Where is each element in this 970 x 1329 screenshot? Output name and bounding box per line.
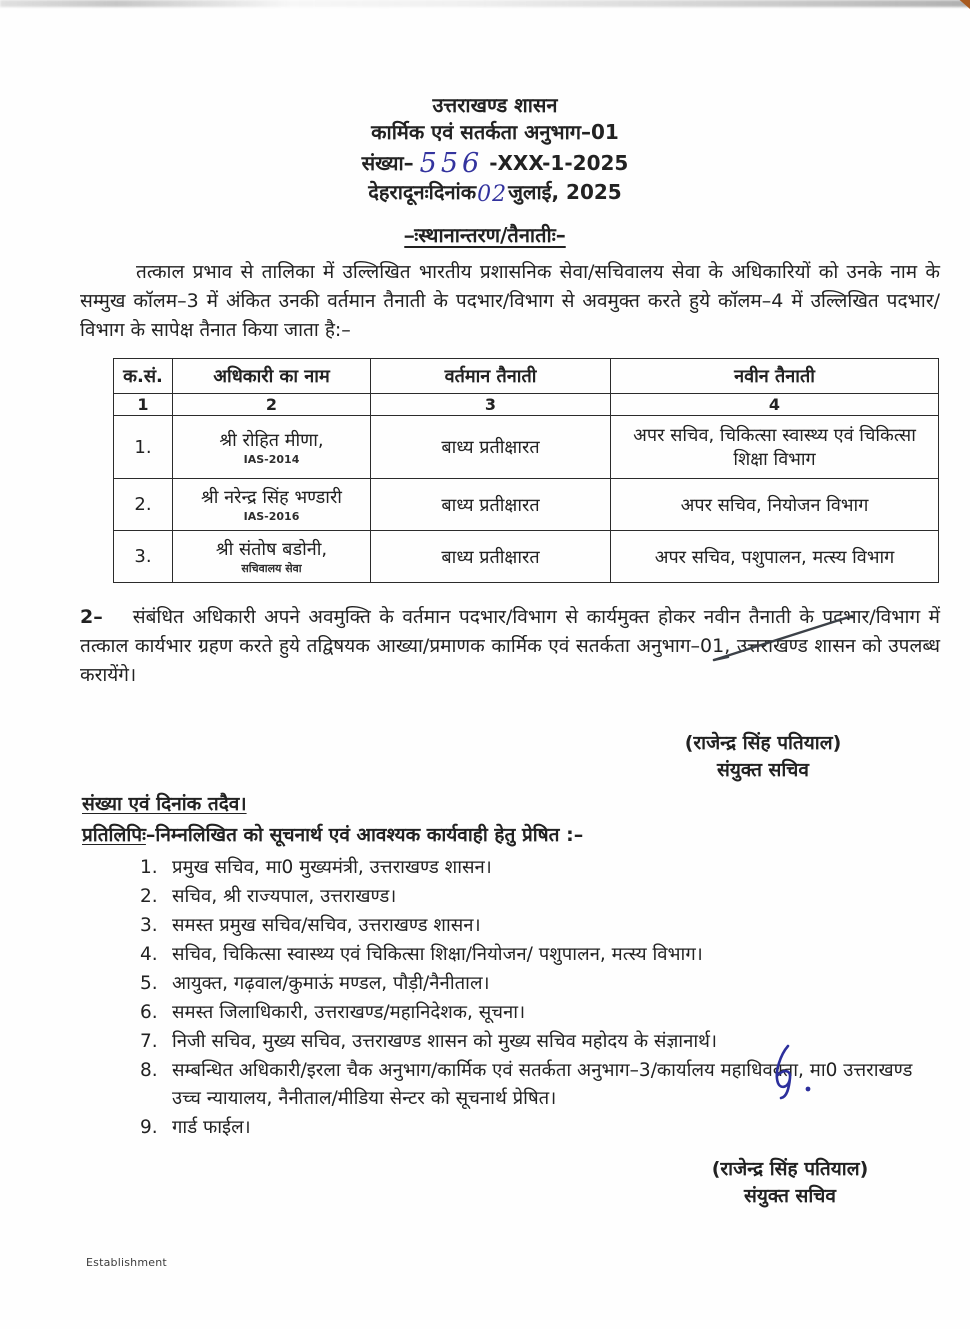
para-2-text: संबंधित अधिकारी अपने अवमुक्ति के वर्तमान पदभार/विभाग से कार्यमुक्त होकर नवीन तैनाती के पदभार/विभाग में तत्काल कार्यभार ग्रहण करते हुये तद्विषयक आख्या/प्रमाणक कार्मिक एवं सतर्कता अनुभाग–01, उत्तराखण्ड शासन को उपलब्ध करायेंगे। bbox=[80, 606, 940, 686]
col-number: 1 bbox=[114, 394, 173, 416]
signatory-name: (राजेन्द्र सिंह पतियाल) bbox=[684, 732, 842, 754]
scan-edge-artifact bbox=[0, 0, 970, 7]
col-header-new-posting: नवीन तैनाती bbox=[611, 359, 939, 394]
signatory-name: (राजेन्द्र सिंह पतियाल) bbox=[711, 1158, 869, 1180]
col-number: 2 bbox=[173, 394, 371, 416]
officer-service-label: सचिवालय सेवा bbox=[241, 562, 302, 575]
ref-number-suffix: -XXX-1-2025 bbox=[489, 151, 629, 175]
cell-new-posting: अपर सचिव, नियोजन विभाग bbox=[611, 479, 939, 531]
ref-number-line bbox=[10, 146, 970, 179]
subject-title: –ःस्थानान्तरण/तैनातीः– bbox=[404, 223, 566, 247]
copy-list-item: 4. सचिव, चिकित्सा स्वास्थ्य एवं चिकित्सा शिक्षा/नियोजन/ पशुपालन, मत्स्य विभाग। bbox=[140, 944, 703, 965]
cell-new-posting: अपर सचिव, चिकित्सा स्वास्थ्य एवं चिकित्सा शिक्षा विभाग bbox=[611, 416, 939, 479]
cell-new-posting: अपर सचिव, पशुपालन, मत्स्य विभाग bbox=[611, 531, 939, 583]
copy-label: प्रतिलिपिः bbox=[82, 824, 146, 846]
date-handwritten: 02 bbox=[477, 182, 508, 207]
col-header-current-posting: वर्तमान तैनाती bbox=[371, 359, 611, 394]
officer-batch-label: IAS-2016 bbox=[243, 510, 300, 523]
table-row bbox=[114, 479, 939, 531]
officer-batch-label: IAS-2014 bbox=[243, 452, 300, 466]
col-header-sno: क.सं. bbox=[114, 359, 173, 394]
place-date-prefix: देहरादूनःदिनांक bbox=[368, 180, 477, 204]
dept-name: कार्मिक एवं सतर्कता अनुभाग–01 bbox=[371, 120, 619, 144]
transfer-table bbox=[113, 358, 939, 583]
cell-officer-name: श्री रोहित मीणा, IAS-2014 bbox=[173, 416, 371, 479]
signatory-title: संयुक्त सचिव bbox=[744, 1185, 836, 1207]
table-row bbox=[114, 531, 939, 583]
copy-label-rest: –निम्नलिखित को सूचनार्थ एवं आवश्यक कार्यवाही हेतु प्रेषित :– bbox=[145, 824, 584, 846]
cell-current-posting: बाध्य प्रतीक्षारत bbox=[371, 531, 611, 583]
ref-same-line: संख्या एवं दिनांक तदैव। bbox=[82, 793, 247, 815]
signature-block-2 bbox=[650, 1156, 930, 1210]
copy-list-item: 6. समस्त जिलाधिकारी, उत्तराखण्ड/महानिदेशक, सूचना। bbox=[140, 1002, 526, 1023]
copy-list-item: 8. सम्बन्धित अधिकारी/इरला चैक अनुभाग/कार्मिक एवं सतर्कता अनुभाग–3/कार्यालय महाधिवक्ता, मा0 उत्तराखण्ड उच्च न्यायालय, नैनीताल/मीडिया सेन्टर को सूचनार्थ प्रेषित। bbox=[140, 1060, 913, 1109]
cell-current-posting: बाध्य प्रतीक्षारत bbox=[371, 479, 611, 531]
para-2-number: 2– bbox=[80, 606, 103, 628]
cell-sno: 2. bbox=[114, 479, 173, 531]
cell-sno: 3. bbox=[114, 531, 173, 583]
ref-number-prefix: संख्या– bbox=[361, 151, 414, 175]
column-number-row bbox=[114, 394, 939, 416]
cell-sno: 1. bbox=[114, 416, 173, 479]
cell-current-posting: बाध्य प्रतीक्षारत bbox=[371, 416, 611, 479]
cell-officer-name: श्री संतोष बडोनी, सचिवालय सेवा bbox=[173, 531, 371, 583]
col-number: 4 bbox=[611, 394, 939, 416]
signature-stroke bbox=[700, 610, 870, 666]
signature-mark bbox=[758, 1042, 822, 1104]
intro-paragraph: तत्काल प्रभाव से तालिका में उल्लिखित भारतीय प्रशासनिक सेवा/सचिवालय सेवा के अधिकारियों को उनके नाम के सम्मुख कॉलम–3 में अंकित उनकी वर्तमान तैनाती के पदभार/विभाग से अवमुक्त करते हुये कॉलम–4 में उल्लिखित पदभार/विभाग के सापेक्ष तैनात किया जाता है:– bbox=[80, 261, 940, 341]
copy-list-item: 5. आयुक्त, गढ़वाल/कुमाऊं मण्डल, पौड़ी/नैनीताल। bbox=[140, 973, 490, 994]
distribution-line bbox=[82, 821, 970, 847]
date-suffix: जुलाई, 2025 bbox=[508, 180, 622, 204]
table-header-row bbox=[114, 359, 939, 394]
copy-list-item: 9. गार्ड फाईल। bbox=[140, 1117, 251, 1138]
signature-block-1 bbox=[638, 730, 888, 784]
table-row bbox=[114, 416, 939, 479]
signatory-title: संयुक्त सचिव bbox=[717, 759, 809, 781]
ref-number-handwritten: 556 bbox=[419, 148, 484, 179]
copy-list-item: 1. प्रमुख सचिव, मा0 मुख्यमंत्री, उत्तराखण्ड शासन। bbox=[140, 857, 492, 878]
col-header-officer-name: अधिकारी का नाम bbox=[173, 359, 371, 394]
date-line bbox=[10, 179, 970, 206]
copy-list-item: 7. निजी सचिव, मुख्य सचिव, उत्तराखण्ड शासन को मुख्य सचिव महोदय के संज्ञानार्थ। bbox=[140, 1031, 717, 1052]
org-name: उत्तराखण्ड शासन bbox=[432, 93, 558, 117]
cell-officer-name: श्री नरेन्द्र सिंह भण्डारी IAS-2016 bbox=[173, 479, 371, 531]
col-number: 3 bbox=[371, 394, 611, 416]
copy-list-item: 3. समस्त प्रमुख सचिव/सचिव, उत्तराखण्ड शासन। bbox=[140, 915, 481, 936]
footer-label: Establishment bbox=[86, 1256, 167, 1269]
copy-list-item: 2. सचिव, श्री राज्यपाल, उत्तराखण्ड। bbox=[140, 886, 397, 907]
letterhead bbox=[10, 92, 970, 206]
